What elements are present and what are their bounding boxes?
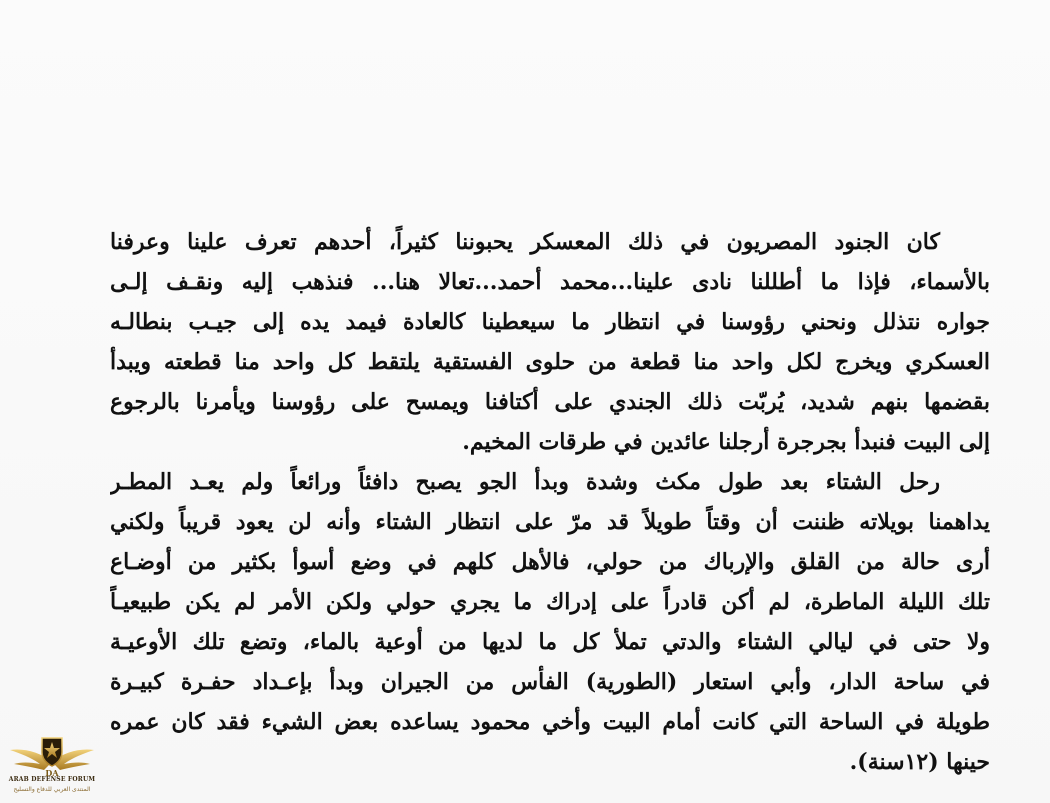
text-line: أرى حالة من القلق والإرباك من حولي، فالأهل كلهم في وضع أسوأ بكثير من أوضـاع [110,549,990,575]
text-line: ولا حتى في ليالي الشتاء والدتي تملأ كل ما لديها من أوعية بالماء، وتضع تلك الأوعيـة [110,629,990,655]
text-line: العسكري ويخرج لكل واحد منا قطعة من حلوى الفستقية يلتقط كل واحد منا قطعته ويبدأ [110,349,990,375]
logo-subtitle: المنتدى العربي للدفاع والتسليح [13,786,91,793]
text-line: إلى البيت فنبدأ بجرجرة أرجلنا عائدين في طرقات المخيم. [462,429,990,455]
text-line: في ساحة الدار، وأبي استعار (الطورية) الفأس من الجيران وبدأ بإعـداد حفـرة كبيـرة [110,669,990,695]
text-line: رحل الشتاء بعد طول مكث وشدة وبدأ الجو يصبح دافئاً ورائعاً ولم يعـد المطـر [110,469,940,495]
text-line: جواره نتذلل ونحني رؤوسنا في انتظار ما سيعطينا كالعادة فيمد يده إلى جيـب بنطالـه [110,309,990,335]
logo-initials: DA [45,768,59,778]
paragraph-2 [110,462,990,782]
text-line: حينها (١٢سنة). [849,749,990,775]
document-body [110,222,990,782]
logo-title: ARAB DEFENSE FORUM [8,776,96,783]
wings-emblem-icon [6,732,98,778]
watermark-logo [6,732,98,800]
paragraph-1 [110,222,990,462]
text-line: يداهمنا بويلاته ظننت أن وقتاً طويلاً قد مرّ على انتظار الشتاء وأنه لن يعود قريباً ولكني [110,509,990,535]
text-line: كان الجنود المصريون في ذلك المعسكر يحبوننا كثيراً، أحدهم تعرف علينا وعرفنا [110,229,940,255]
text-line: بقضمها بنهم شديد، يُربّت ذلك الجندي على أكتافنا ويمسح على رؤوسنا ويأمرنا بالرجوع [110,389,990,415]
text-line: تلك الليلة الماطرة، لم أكن قادراً على إدراك ما يجري حولي ولكن الأمر لم يكن طبيعيـاً [110,589,990,615]
text-line: بالأسماء، فإذا ما أطللنا نادى علينا...محمد أحمد...تعالا هنا... فنذهب إليه ونقـف إلـى [110,269,990,295]
text-line: طويلة في الساحة التي كانت أمام البيت وأخي محمود يساعده بعض الشيء فقد كان عمره [110,709,990,735]
cropped-next-line [110,796,990,803]
